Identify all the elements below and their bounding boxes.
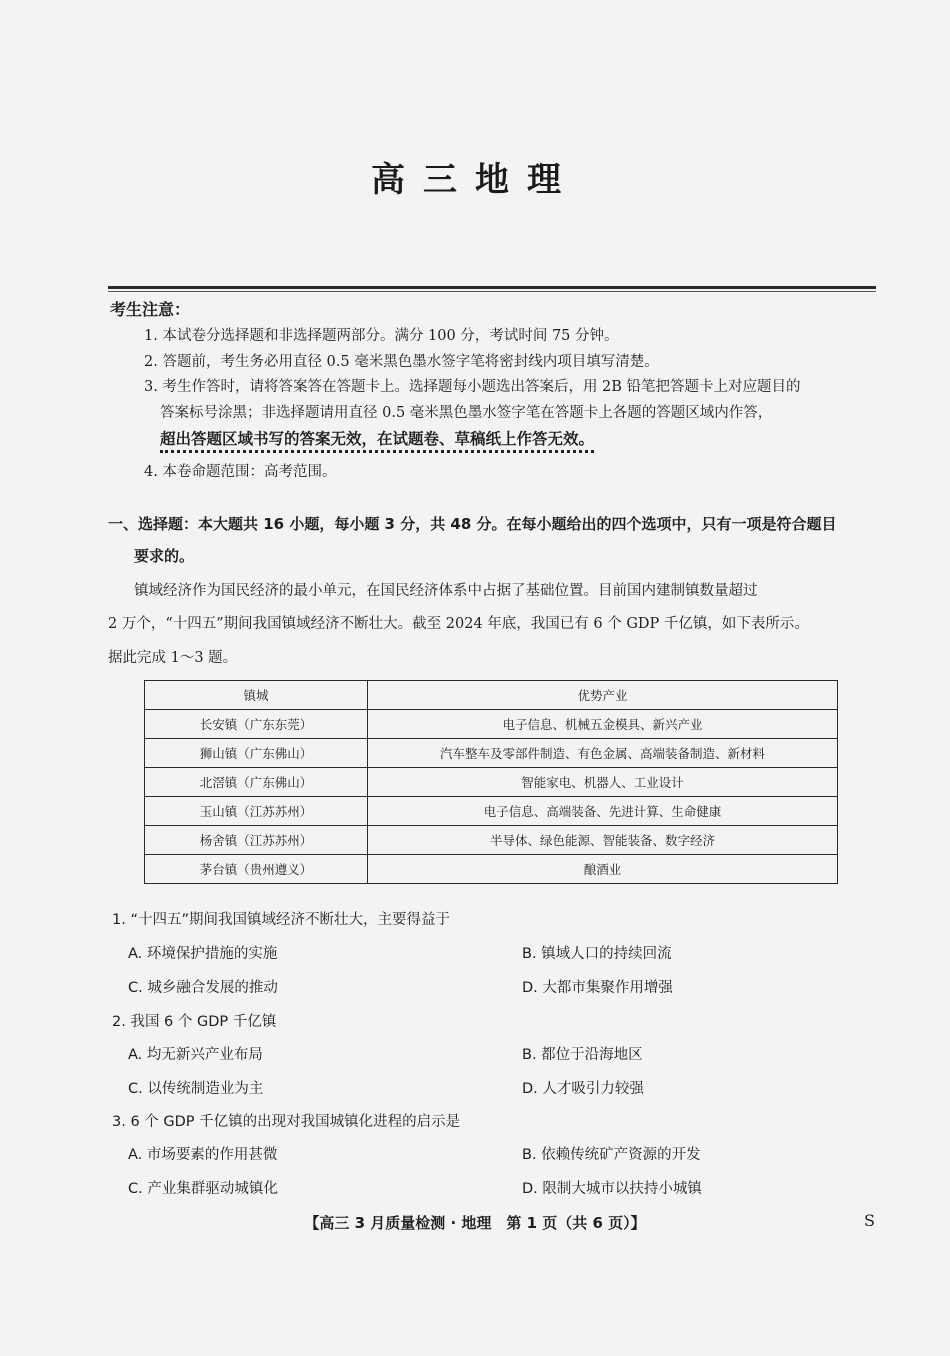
table-row [145, 797, 838, 826]
table-cell-town: 北滘镇（广东佛山） [145, 768, 368, 797]
table-cell-town: 长安镇（广东东莞） [145, 710, 368, 739]
section-heading-cont: 要求的。 [134, 547, 195, 565]
table-header-town: 镇城 [145, 681, 368, 710]
notice-item-1: 1. 本试卷分选择题和非选择题两部分。满分 100 分，考试时间 75 分钟。 [144, 328, 619, 344]
question-2-option-b: B. 都位于沿海地区 [522, 1047, 643, 1063]
table-row [145, 826, 838, 855]
question-2-option-c: C. 以传统制造业为主 [128, 1081, 264, 1097]
notice-heading: 考生注意： [110, 300, 191, 319]
corner-mark: S [864, 1211, 875, 1230]
question-1-option-d: D. 大都市集聚作用增强 [522, 980, 673, 996]
table-row [145, 768, 838, 797]
table-cell-industry: 电子信息、机械五金模具、新兴产业 [368, 710, 838, 739]
question-3-stem: 3. 6 个 GDP 千亿镇的出现对我国城镇化进程的启示是 [112, 1114, 461, 1130]
question-2-option-a: A. 均无新兴产业布局 [128, 1047, 263, 1063]
table-header-industry: 优势产业 [368, 681, 838, 710]
table-cell-industry: 酿酒业 [368, 855, 838, 884]
table-row [145, 739, 838, 768]
question-3-option-a: A. 市场要素的作用甚微 [128, 1147, 278, 1163]
question-3-option-c: C. 产业集群驱动城镇化 [128, 1181, 278, 1197]
section-heading: 一、选择题：本大题共 16 小题，每小题 3 分，共 48 分。在每小题给出的四个选项中，只有一项是符合题目 [108, 515, 837, 533]
question-1-option-a: A. 环境保护措施的实施 [128, 946, 278, 962]
question-1-option-c: C. 城乡融合发展的推动 [128, 980, 278, 996]
table-cell-industry: 智能家电、机器人、工业设计 [368, 768, 838, 797]
notice-item-2: 2. 答题前，考生务必用直径 0.5 毫米黑色墨水签字笔将密封线内项目填写清楚。 [144, 354, 659, 370]
table-cell-industry: 电子信息、高端装备、先进计算、生命健康 [368, 797, 838, 826]
question-1-option-b: B. 镇域人口的持续回流 [522, 946, 672, 962]
passage-line-3: 据此完成 1～3 题。 [108, 650, 238, 666]
emphasis-text: 超出答题区域书写的答案无效，在试题卷、草稿纸上作答无效。 [160, 430, 594, 453]
header-divider-thin [108, 291, 876, 292]
question-2-option-d: D. 人才吸引力较强 [522, 1081, 644, 1097]
notice-item-4: 4. 本卷命题范围：高考范围。 [144, 464, 337, 480]
passage-line-2: 2 万个，“十四五”期间我国镇域经济不断壮大。截至 2024 年底，我国已有 6 个 GDP 千亿镇，如下表所示。 [108, 616, 809, 632]
notice-item-3-emphasis [160, 429, 594, 450]
table-cell-town: 狮山镇（广东佛山） [145, 739, 368, 768]
gdp-towns-table [144, 680, 838, 884]
notice-item-3: 3. 考生作答时，请将答案答在答题卡上。选择题每小题选出答案后，用 2B 铅笔把答题卡上对应题目的 [144, 379, 801, 395]
question-2-stem: 2. 我国 6 个 GDP 千亿镇 [112, 1014, 277, 1030]
table-cell-industry: 半导体、绿色能源、智能装备、数字经济 [368, 826, 838, 855]
table-cell-town: 茅台镇（贵州遵义） [145, 855, 368, 884]
table-row [145, 710, 838, 739]
table-row [145, 855, 838, 884]
page-title: 高三地理 [371, 160, 579, 200]
table-header-row [145, 681, 838, 710]
question-3-option-d: D. 限制大城市以扶持小城镇 [522, 1181, 702, 1197]
header-divider [108, 286, 876, 289]
table-cell-town: 玉山镇（江苏苏州） [145, 797, 368, 826]
table-cell-town: 杨舍镇（江苏苏州） [145, 826, 368, 855]
table-cell-industry: 汽车整车及零部件制造、有色金属、高端装备制造、新材料 [368, 739, 838, 768]
notice-item-3-cont: 答案标号涂黑；非选择题请用直径 0.5 毫米黑色墨水签字笔在答题卡上各题的答题区域内作答， [160, 405, 773, 421]
question-1-stem: 1. “十四五”期间我国镇域经济不断壮大，主要得益于 [112, 912, 450, 928]
page-footer: 【高三 3 月质量检测 · 地理 第 1 页（共 6 页）】 [304, 1214, 646, 1232]
question-3-option-b: B. 依赖传统矿产资源的开发 [522, 1147, 701, 1163]
passage-line-1: 镇域经济作为国民经济的最小单元，在国民经济体系中占据了基础位置。目前国内建制镇数量超过 [134, 583, 758, 599]
